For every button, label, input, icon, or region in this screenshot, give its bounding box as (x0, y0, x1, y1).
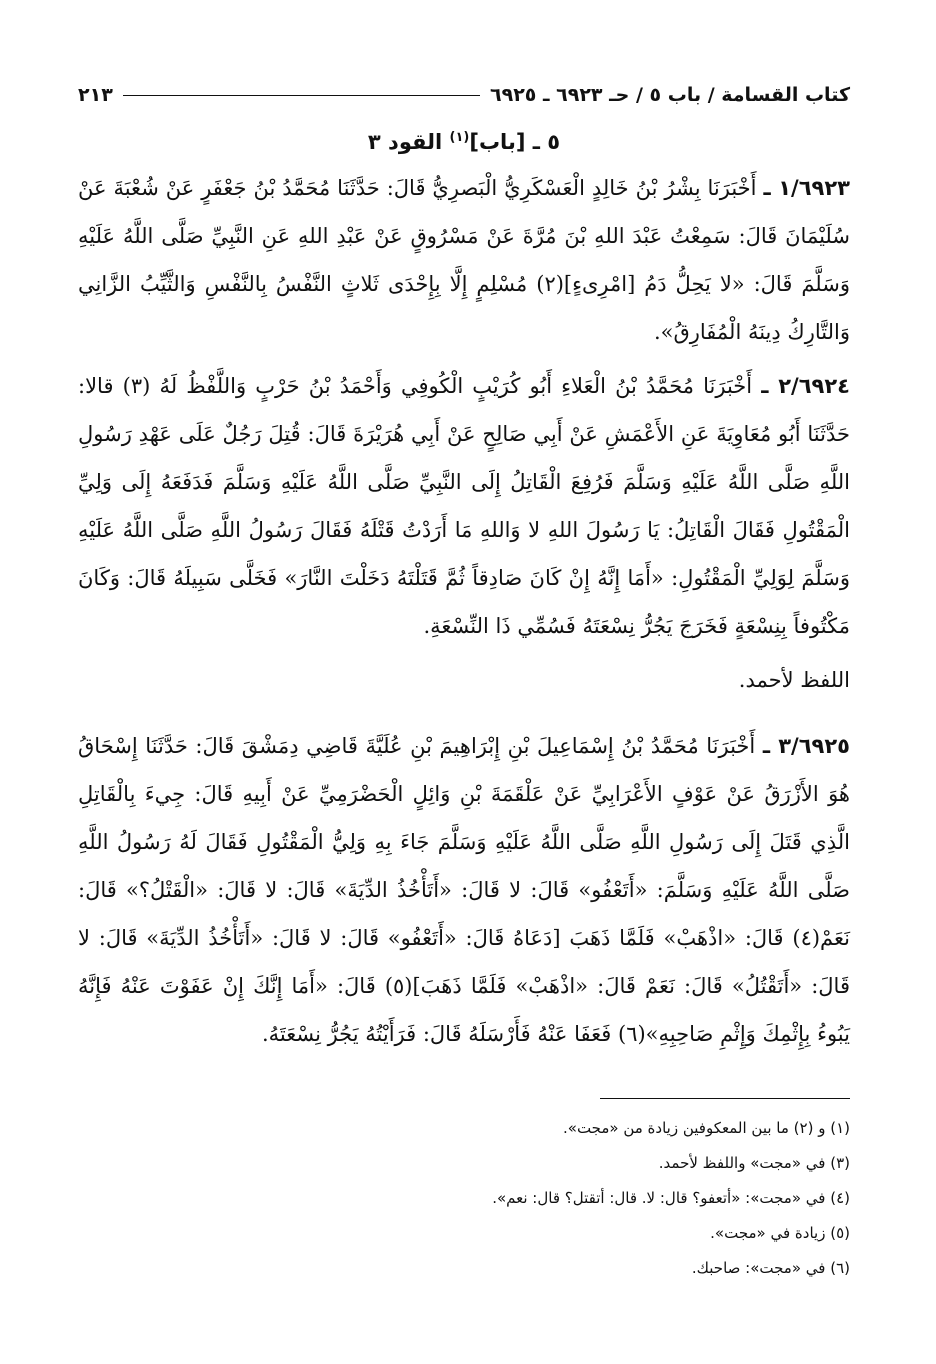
footnotes (78, 1111, 850, 1286)
section-title-footnote-ref: (١) (449, 130, 470, 145)
hadith-text: أَخْبَرَنَا بِشْرُ بْنُ خَالِدٍ الْعَسْكَرِيُّ الْبَصرِيُّ قَالَ: حَدَّثَنَا مُحَمَّدُ بْنُ جَعْفَرٍ عَنْ شُعْبَةَ عَنْ سُلَيْمَانَ قَالَ: سَمِعْتُ عَبْدَ اللهِ بْنَ مُرَّةَ عَنْ مَسْرُوقٍ عَنْ عَبْدِ اللهِ عَنِ النَّبِيِّ صَلَّى اللَّهُ عَلَيْهِ وَسَلَّمَ قَالَ: «لا يَحِلُّ دَمُ [امْرِىءٍ](٢) مُسْلِمٍ إِلَّا بِإِحْدَى ثَلاثٍ النَّفْسُ بِالنَّفْسِ وَالثَّيِّبُ الزَّانِي وَالتَّارِكُ دِينَهُ الْمُفَارِقُ». (78, 176, 850, 344)
wording-note: اللفظ لأحمد. (738, 668, 850, 692)
hadith-text: أَخْبَرَنَا مُحَمَّدُ بْنُ الْعَلاءِ أَبُو كُرَيْبٍ الْكُوفِي وَأَحْمَدُ بْنُ حَرْبٍ وَاللَّفْظُ لَهُ (٣) قالا: حَدَّثَنَا أَبُو مُعَاوِيَةَ عَنِ الأَعْمَشِ عَنْ أَبِي صَالِحٍ عَنْ أَبِي هُرَيْرَةَ قَالَ: قُتِلَ رَجُلٌ عَلَى عَهْدِ رَسُولِ اللَّهِ صَلَّى اللَّهُ عَلَيْهِ وَسَلَّمَ فَرُفِعَ الْقَاتِلُ إِلَى النَّبِيِّ صَلَّى اللَّهُ عَلَيْهِ وَسَلَّمَ فَدَفَعَهُ إِلَى وَلِيِّ الْمَقْتُولِ فَقَالَ الْقَاتِلُ: يَا رَسُولَ اللهِ لا وَاللهِ مَا أَرَدْتُ قَتْلَهُ فَقَالَ رَسُولُ اللَّهِ صَلَّى اللَّهُ عَلَيْهِ وَسَلَّمَ لِوَلِيِّ الْمَقْتُولِ: «أَمَا إِنَّهُ إِنْ كَانَ صَادِقاً ثُمَّ قَتَلْتَهُ دَخَلْتَ النَّارَ» فَخَلَّى سَبِيلَهُ قَالَ: وَكَانَ مَكْتُوفاً بِنِسْعَةٍ فَخَرَجَ يَجُرُّ نِسْعَتَهُ فَسُمِّي ذَا النِّسْعَةِ. (78, 374, 850, 638)
footnote: (٥) زيادة في «مجت». (710, 1224, 850, 1242)
footnote: (١) و (٢) ما بين المعكوفين زيادة من «مجت». (563, 1119, 850, 1137)
header-rule (123, 95, 480, 96)
footnote-separator (600, 1098, 850, 1099)
footnote: (٦) في «مجت»: صاحبك. (691, 1259, 850, 1277)
footnote: (٣) في «مجت» واللفظ لأحمد. (658, 1154, 850, 1172)
header-title: كتاب القسامة / باب ٥ / حـ ٦٩٢٣ ـ ٦٩٢٥ (490, 84, 850, 106)
page-number: ٢١٣ (78, 84, 113, 106)
section-title-start: ٥ ـ [باب] (469, 130, 561, 154)
hadith-6925 (78, 722, 850, 1058)
hadith-6924 (78, 362, 850, 650)
hadith-text: أَخْبَرَنَا مُحَمَّدُ بْنُ إِسْمَاعِيلَ بْنِ إِبْرَاهِيمَ بْنِ عُلَيَّةَ قَاضِي دِمَشْقَ قَالَ: حَدَّثَنَا إِسْحَاقُ هُوَ الأَزْرَقُ عَنْ عَوْفٍ الأَعْرَابِيِّ عَنْ عَلْقَمَةَ بْنِ وَائِلٍ الْحَضْرَمِيِّ عَنْ أَبِيهِ قَالَ: جِيءَ بِالْقَاتِلِ الَّذِي قَتَلَ إِلَى رَسُولِ اللَّهِ صَلَّى اللَّهُ عَلَيْهِ وَسَلَّمَ جَاءَ بِهِ وَلِيُّ الْمَقْتُولِ فَقَالَ لَهُ رَسُولُ اللَّهِ صَلَّى اللَّهُ عَلَيْهِ وَسَلَّمَ: «أَتَعْفُو» قَالَ: لا قَالَ: «أَتَأْخُذُ الدِّيَةَ» قَالَ: لا قَالَ: «الْقَتْلُ؟» قَالَ: نَعَمْ(٤) قَالَ: «اذْهَبْ» فَلَمَّا ذَهَبَ [دَعَاهُ قَالَ: «أَتَعْفُو» قَالَ: لا قَالَ: «أَتَأْخُذُ الدِّيَةَ» قَالَ: لا قَالَ: «أَتَقْتُلُ» قَالَ: نَعَمْ قَالَ: «اذْهَبْ» فَلَمَّا ذَهَبَ](٥) قَالَ: «أَمَا إِنَّكَ إِنْ عَفَوْتَ عَنْهُ فَإِنَّهُ يَبُوءُ بِإِثْمِكَ وَإِثْمِ صَاحِبِهِ»(٦) فَعَفَا عَنْهُ فَأَرْسَلَهُ قَالَ: فَرَأَيْتُهُ يَجُرُّ نِسْعَتَهُ. (78, 734, 850, 1046)
section-title-end: القود ٣ (367, 130, 450, 154)
footnote: (٤) في «مجت»: «أتعفو؟ قال: لا. قال: أتقتل؟ قال: نعم». (492, 1189, 850, 1207)
running-header (78, 78, 850, 112)
hadith-number: ٢/٦٩٢٤ ـ (761, 374, 850, 398)
section-title (78, 130, 850, 154)
book-page (78, 78, 850, 1286)
hadith-number: ١/٦٩٢٣ ـ (763, 176, 850, 200)
hadith-6923 (78, 164, 850, 356)
hadith-number: ٣/٦٩٢٥ ـ (762, 734, 850, 758)
